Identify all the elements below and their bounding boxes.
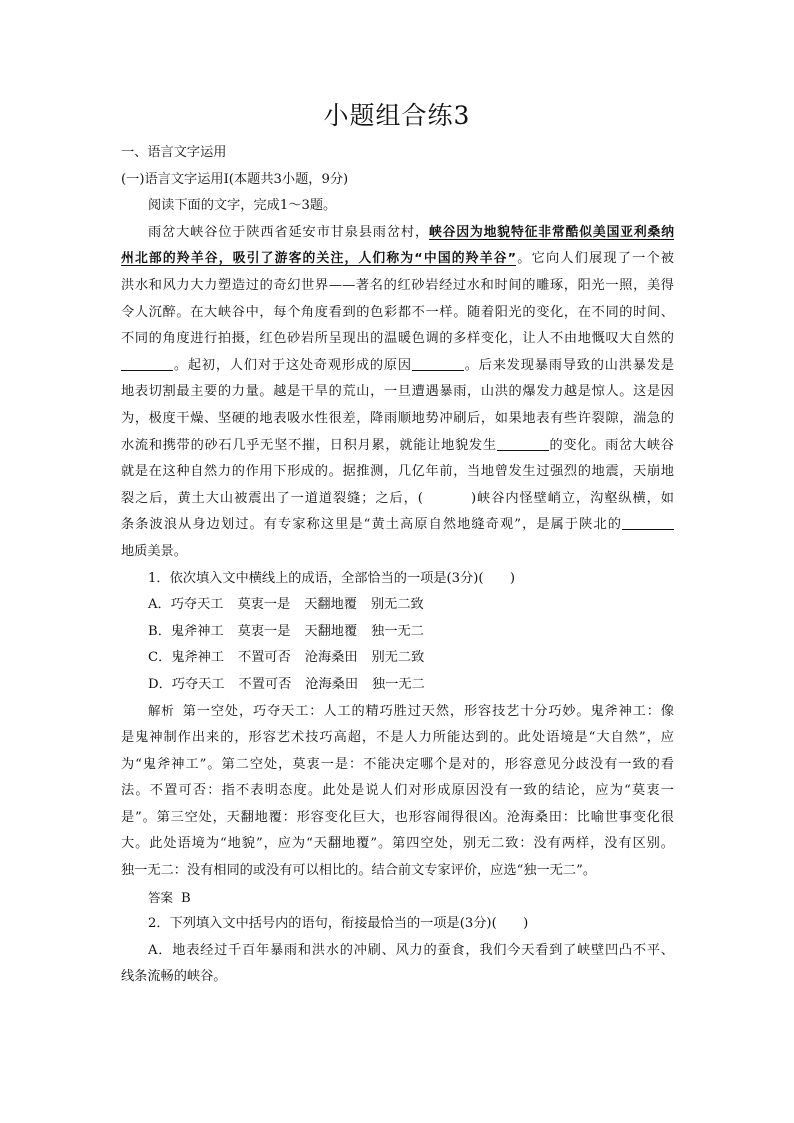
analysis-line: 法。不置可否：指不表明态度。此处是说人们对形成原因没有一致的结论，应为“莫衷一	[121, 783, 674, 799]
passage-line	[121, 220, 674, 247]
analysis-line: 大。此处语境为“地貌”，应为“天翻地覆”。第四空处，别无二致：没有两样，没有区别。	[121, 836, 674, 852]
passage-line: 地质美景。	[121, 543, 187, 559]
passage-line: 不同的角度进行拍摄，红色砂岩所呈现出的温暖色调的多样变化，让人不由地慨叹大自然的	[121, 331, 674, 347]
analysis-line: 独一无二：没有相同的或没有可以相比的。结合前文专家评价，应选“独一无二”。	[121, 863, 597, 879]
answer-line	[121, 885, 674, 912]
document-body	[121, 140, 674, 991]
passage-line: 洪水和风力大力塑造过的奇幻世界——著名的红砂岩经过水和时间的雕琢，阳光一照，美得	[121, 277, 674, 293]
fill-blank[interactable]	[622, 515, 674, 530]
passage-line	[121, 353, 674, 380]
underlined-sentence: 峡谷因为地貌特征非常酷似美国亚利桑纳	[429, 224, 674, 240]
option-a-continued: 线条流畅的峡谷。	[121, 969, 227, 985]
option-c[interactable]: C．鬼斧神工 不置可否 沧海桑田 别无二致	[148, 650, 425, 666]
fill-blank[interactable]	[497, 436, 549, 451]
analysis-block	[121, 698, 674, 884]
option-b[interactable]: B．鬼斧神工 莫衷一是 天翻地覆 独一无二	[148, 623, 424, 639]
section-heading: 一、语言文字运用	[121, 145, 227, 160]
question-stem: 2．下列填入文中括号内的语句，衔接最恰当的一项是(3分)( )	[148, 916, 529, 932]
passage-text: 水流和携带的砂石几乎无坚不摧，日积月累，就能让地貌发生	[121, 437, 497, 453]
analysis-text: 第一空处，巧夺天工：人工的精巧胜过天然，形容技艺十分巧妙。鬼斧神工：像	[182, 704, 674, 720]
underlined-sentence: 州北部的羚羊谷，吸引了游客的关注，人们称为“中国的羚羊谷”	[121, 251, 517, 267]
passage-line: 令人沉醉。在大峡谷中，每个角度看到的色彩都不一样。随着阳光的变化，在不同的时间、	[121, 304, 674, 320]
option-a[interactable]: A．巧夺天工 莫衷一是 天翻地覆 别无二致	[148, 597, 424, 613]
question-2	[121, 911, 674, 991]
option-d[interactable]: D．巧夺天工 不置可否 沧海桑田 独一无二	[148, 676, 425, 692]
analysis-line: 是鬼神制作出来的，形容艺术技巧高超，不是人力所能达到的。此处语境是“大自然”，应	[121, 730, 674, 746]
passage-line: 地表切割最主要的力量。越是干旱的荒山，一旦遭遇暴雨，山洪的爆发力越是惊人。这是因	[121, 384, 674, 400]
passage-text: 。后来发现暴雨导致的山洪暴发是	[463, 357, 674, 373]
passage-text: 裂之后，黄土大山被震出了一道道裂缝；之后，(	[121, 490, 423, 506]
page-title: 小题组合练3	[323, 101, 471, 130]
passage-line	[121, 246, 674, 273]
passage-text: 雨岔大峡谷位于陕西省延安市甘泉县雨岔村，	[148, 224, 429, 240]
passage-text: 。它向人们展现了一个被	[516, 251, 674, 267]
passage-line: 就是在这种自然力的作用下形成的。据推测，几亿年前，当地曾发生过强烈的地震，天崩地	[121, 464, 674, 480]
passage-line	[121, 486, 674, 513]
passage-line: 为，极度干燥、坚硬的地表吸水性很差，降雨顺地势冲刷后，如果地表有些许裂隙，湍急的	[121, 410, 674, 426]
passage-text: 条条波浪从身边划过。有专家称这里是“黄土高原自然地缝奇观”，是属于陕北的	[121, 517, 622, 533]
option-a[interactable]: A．地表经过千百年暴雨和洪水的冲刷、风力的蚕食，我们今天看到了峡壁凹凸不平、	[148, 942, 674, 958]
analysis-label: 解析	[148, 703, 175, 719]
answer-value: B	[181, 890, 191, 906]
fill-blank[interactable]	[412, 356, 464, 371]
question-1	[121, 566, 674, 699]
question-stem: 1．依次填入文中横线上的成语，全部恰当的一项是(3分)( )	[148, 570, 516, 586]
subsection-heading: (一)语言文字运用Ⅰ(本题共3小题，9分)	[121, 171, 349, 187]
passage-text: 的变化。雨岔大峡谷	[548, 437, 674, 453]
analysis-line	[121, 698, 674, 725]
passage-line	[121, 512, 674, 539]
fill-blank[interactable]	[121, 356, 173, 371]
passage-text: )峡谷内怪壁峭立，沟壑纵横，如	[470, 490, 674, 506]
answer-label: 答案	[148, 889, 174, 905]
passage-text: 。起初，人们对于这处奇观形成的原因	[173, 357, 412, 373]
analysis-line: 是”。第三空处，天翻地覆：形容变化巨大，也形容闹得很凶。沧海桑田：比喻世事变化很	[121, 809, 674, 825]
instruction: 阅读下面的文字，完成1～3题。	[148, 198, 337, 214]
reading-passage	[121, 220, 674, 566]
analysis-line: 为“鬼斧神工”。第二空处，莫衷一是：不能决定哪个是对的，形容意见分歧没有一致的看	[121, 756, 674, 772]
passage-line	[121, 433, 674, 460]
